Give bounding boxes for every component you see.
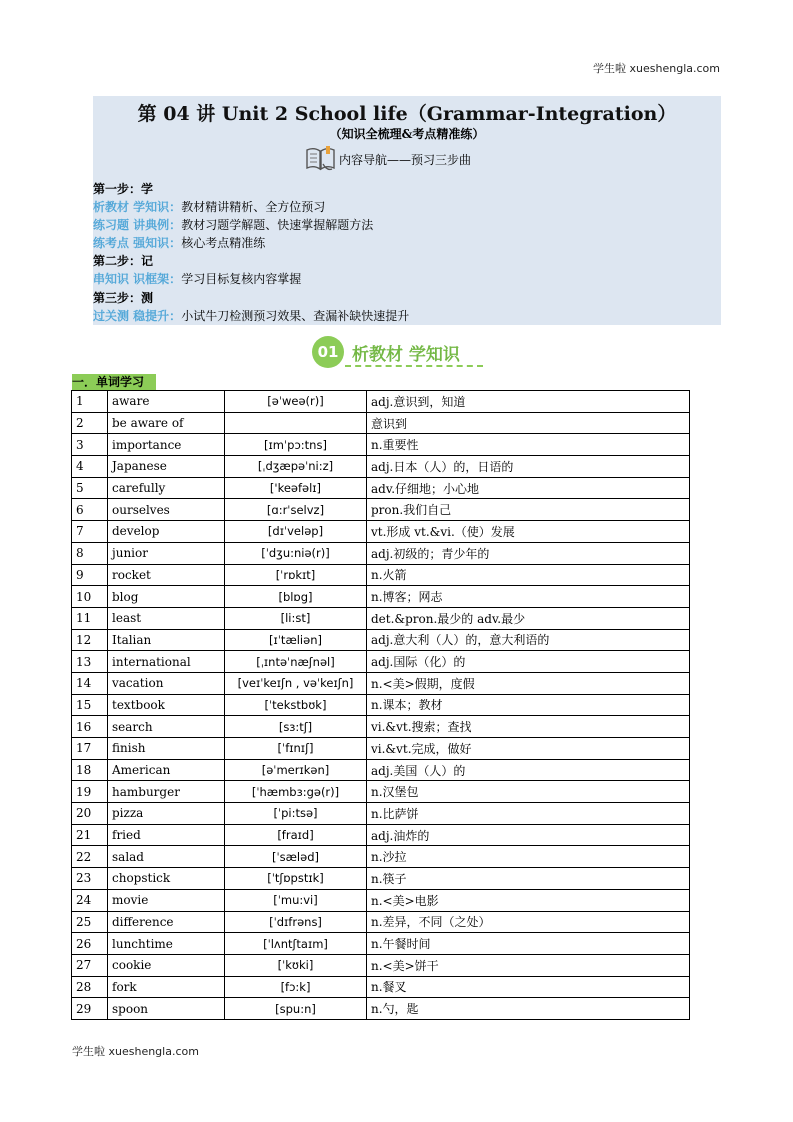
- vocab-phonetic: [fraɪd]: [225, 824, 367, 846]
- vocab-word: difference: [108, 911, 225, 933]
- vocab-meaning: vi.&vt.搜索；查找: [367, 716, 690, 738]
- vocab-word: fried: [108, 824, 225, 846]
- step-item: [93, 234, 409, 252]
- vocab-word: rocket: [108, 564, 225, 586]
- vocab-phonetic: ['keəfəlɪ]: [225, 477, 367, 499]
- vocab-meaning: adj.国际（化）的: [367, 651, 690, 673]
- vocab-number: 17: [72, 738, 108, 760]
- vocab-meaning: vt.形成 vt.&vi.（使）发展: [367, 521, 690, 543]
- table-row: [72, 629, 690, 651]
- vocab-meaning: adv.仔细地；小心地: [367, 477, 690, 499]
- vocab-phonetic: [ˈmu:vi]: [225, 889, 367, 911]
- vocab-phonetic: [ˈfɪnɪʃ]: [225, 738, 367, 760]
- vocab-phonetic: [ˈhæmbɜ:gə(r)]: [225, 781, 367, 803]
- step-item-label: 练习题 讲典例：: [93, 218, 182, 233]
- vocab-word: pizza: [108, 803, 225, 825]
- step-item: [93, 198, 409, 216]
- vocab-phonetic: [ɪmˈpɔ:tns]: [225, 434, 367, 456]
- book-icon: [305, 144, 337, 174]
- vocab-word: Italian: [108, 629, 225, 651]
- vocab-meaning: n.比萨饼: [367, 803, 690, 825]
- vocab-word: vacation: [108, 672, 225, 694]
- page-title: 第 04 讲 Unit 2 School life（Grammar-Integration）: [137, 103, 677, 125]
- vocab-phonetic: [ˈdɪfrəns]: [225, 911, 367, 933]
- table-row: [72, 607, 690, 629]
- vocab-number: 26: [72, 933, 108, 955]
- table-row: [72, 564, 690, 586]
- vocab-phonetic: [spu:n]: [225, 998, 367, 1020]
- step-title: [93, 289, 409, 307]
- vocab-phonetic: [ˈtʃɒpstɪk]: [225, 868, 367, 890]
- table-row: [72, 434, 690, 456]
- table-row: [72, 911, 690, 933]
- vocab-number: 8: [72, 542, 108, 564]
- vocab-meaning: det.&pron.最少的 adv.最少: [367, 607, 690, 629]
- vocab-meaning: n.<美>假期，度假: [367, 672, 690, 694]
- vocab-phonetic: [ˈlʌntʃtaɪm]: [225, 933, 367, 955]
- vocab-phonetic: [əˈweə(r)]: [225, 391, 367, 413]
- vocab-meaning: n.筷子: [367, 868, 690, 890]
- vocab-number: 13: [72, 651, 108, 673]
- vocab-word: textbook: [108, 694, 225, 716]
- vocab-number: 11: [72, 607, 108, 629]
- vocab-meaning: n.勺，匙: [367, 998, 690, 1020]
- vocab-meaning: n.重要性: [367, 434, 690, 456]
- step-item: [93, 307, 409, 325]
- table-row: [72, 651, 690, 673]
- table-row: [72, 998, 690, 1020]
- vocab-meaning: n.餐叉: [367, 976, 690, 998]
- table-row: [72, 738, 690, 760]
- vocab-number: 28: [72, 976, 108, 998]
- table-row: [72, 716, 690, 738]
- vocab-word: aware: [108, 391, 225, 413]
- vocab-meaning: pron.我们自己: [367, 499, 690, 521]
- table-row: [72, 803, 690, 825]
- vocab-phonetic: [ɑ:rˈselvz]: [225, 499, 367, 521]
- vocab-word: spoon: [108, 998, 225, 1020]
- section-number: 01: [312, 336, 344, 368]
- vocab-meaning: adj.美国（人）的: [367, 759, 690, 781]
- vocab-meaning: n.汉堡包: [367, 781, 690, 803]
- step-item-desc: 教材精讲精析、全方位预习: [181, 200, 326, 215]
- table-row: [72, 456, 690, 478]
- vocab-word: lunchtime: [108, 933, 225, 955]
- table-row: [72, 542, 690, 564]
- vocab-word: Japanese: [108, 456, 225, 478]
- watermark-bottom: 学生啦 xueshengla.com: [72, 1045, 199, 1058]
- vocab-phonetic: [ˈtekstbʊk]: [225, 694, 367, 716]
- vocab-meaning: n.差异，不同（之处）: [367, 911, 690, 933]
- vocab-number: 20: [72, 803, 108, 825]
- step-title-text: 第三步：测: [93, 290, 154, 305]
- vocab-phonetic: [li:st]: [225, 607, 367, 629]
- vocab-number: 7: [72, 521, 108, 543]
- vocab-word: carefully: [108, 477, 225, 499]
- table-row: [72, 889, 690, 911]
- vocab-number: 2: [72, 412, 108, 434]
- vocab-meaning: n.沙拉: [367, 846, 690, 868]
- vocab-meaning: 意识到: [367, 412, 690, 434]
- lecture-header: [93, 96, 721, 325]
- vocab-number: 9: [72, 564, 108, 586]
- vocab-meaning: adj.日本（人）的，日语的: [367, 456, 690, 478]
- vocab-word: search: [108, 716, 225, 738]
- vocab-word: chopstick: [108, 868, 225, 890]
- vocab-number: 15: [72, 694, 108, 716]
- vocab-meaning: vi.&vt.完成，做好: [367, 738, 690, 760]
- vocab-word: hamburger: [108, 781, 225, 803]
- vocab-meaning: n.火箭: [367, 564, 690, 586]
- vocab-number: 27: [72, 954, 108, 976]
- vocab-phonetic: [sɜ:tʃ]: [225, 716, 367, 738]
- step-item: [93, 216, 409, 234]
- table-row: [72, 846, 690, 868]
- vocab-phonetic: [fɔ:k]: [225, 976, 367, 998]
- vocab-phonetic: [ɪˈtæliən]: [225, 629, 367, 651]
- vocab-number: 5: [72, 477, 108, 499]
- vocab-number: 24: [72, 889, 108, 911]
- vocab-meaning: adj.初级的；青少年的: [367, 542, 690, 564]
- step-item-label: 过关测 稳提升：: [93, 308, 182, 323]
- nav-text: 内容导航——预习三步曲: [339, 152, 472, 167]
- vocab-number: 21: [72, 824, 108, 846]
- table-row: [72, 412, 690, 434]
- vocab-phonetic: [blɒg]: [225, 586, 367, 608]
- vocab-number: 25: [72, 911, 108, 933]
- vocab-meaning: adj.油炸的: [367, 824, 690, 846]
- vocab-word: importance: [108, 434, 225, 456]
- vocab-word: least: [108, 607, 225, 629]
- vocab-phonetic: [əˈmerɪkən]: [225, 759, 367, 781]
- vocab-phonetic: [ˈsæləd]: [225, 846, 367, 868]
- vocab-number: 4: [72, 456, 108, 478]
- vocab-meaning: n.博客；网志: [367, 586, 690, 608]
- vocab-meaning: n.<美>饼干: [367, 954, 690, 976]
- vocab-word: salad: [108, 846, 225, 868]
- vocab-number: 1: [72, 391, 108, 413]
- vocab-meaning: n.午餐时间: [367, 933, 690, 955]
- vocab-phonetic: [dɪˈveləp]: [225, 521, 367, 543]
- table-row: [72, 868, 690, 890]
- vocab-word: ourselves: [108, 499, 225, 521]
- table-row: [72, 824, 690, 846]
- step-item-desc: 核心考点精准练: [181, 236, 266, 251]
- step-item-label: 串知识 识框架：: [93, 272, 182, 287]
- section-underline: [345, 365, 483, 367]
- table-row: [72, 781, 690, 803]
- table-row: [72, 933, 690, 955]
- vocab-word: cookie: [108, 954, 225, 976]
- table-row: [72, 672, 690, 694]
- section-title: 析教材 学知识: [352, 345, 460, 365]
- table-row: [72, 586, 690, 608]
- vocab-phonetic: [225, 412, 367, 434]
- table-row: [72, 976, 690, 998]
- vocab-table: [71, 390, 690, 1020]
- step-item-label: 练考点 强知识：: [93, 236, 182, 251]
- vocab-number: 23: [72, 868, 108, 890]
- vocab-word: junior: [108, 542, 225, 564]
- table-row: [72, 391, 690, 413]
- step-title: [93, 180, 409, 198]
- section-badge: [312, 336, 482, 368]
- step-item-desc: 学习目标复核内容掌握: [181, 272, 302, 287]
- step-item-desc: 小试牛刀检测预习效果、查漏补缺快速提升: [181, 308, 410, 323]
- vocab-phonetic: [ˌɪntəˈnæʃnəl]: [225, 651, 367, 673]
- vocab-word: fork: [108, 976, 225, 998]
- vocab-number: 12: [72, 629, 108, 651]
- vocab-phonetic: [ˈrɒkɪt]: [225, 564, 367, 586]
- vocab-word: develop: [108, 521, 225, 543]
- vocab-phonetic: [ˌdʒæpəˈni:z]: [225, 456, 367, 478]
- step-item-label: 析教材 学知识：: [93, 200, 182, 215]
- vocab-word: American: [108, 759, 225, 781]
- vocab-number: 18: [72, 759, 108, 781]
- vocab-meaning: adj.意识到，知道: [367, 391, 690, 413]
- step-title-text: 第一步：学: [93, 182, 154, 196]
- table-row: [72, 499, 690, 521]
- vocab-word: be aware of: [108, 412, 225, 434]
- vocab-number: 10: [72, 586, 108, 608]
- watermark-top: 学生啦 xueshengla.com: [593, 62, 720, 75]
- vocab-meaning: n.<美>电影: [367, 889, 690, 911]
- table-row: [72, 694, 690, 716]
- content-nav: [305, 142, 471, 176]
- vocab-number: 29: [72, 998, 108, 1020]
- step-item-desc: 教材习题学解题、快速掌握解题方法: [181, 218, 374, 233]
- vocab-heading: 一．单词学习: [72, 374, 156, 390]
- vocab-meaning: adj.意大利（人）的，意大利语的: [367, 629, 690, 651]
- vocab-word: finish: [108, 738, 225, 760]
- vocab-phonetic: [veɪˈkeɪʃn , vəˈkeɪʃn]: [225, 672, 367, 694]
- vocab-number: 3: [72, 434, 108, 456]
- step-title: [93, 252, 409, 270]
- table-row: [72, 954, 690, 976]
- vocab-phonetic: [ˈpi:tsə]: [225, 803, 367, 825]
- page-subtitle: （知识全梳理&考点精准练）: [329, 127, 485, 141]
- step-item: [93, 270, 409, 288]
- vocab-number: 6: [72, 499, 108, 521]
- vocab-number: 16: [72, 716, 108, 738]
- vocab-number: 14: [72, 672, 108, 694]
- vocab-number: 22: [72, 846, 108, 868]
- vocab-word: movie: [108, 889, 225, 911]
- vocab-word: blog: [108, 586, 225, 608]
- vocab-word: international: [108, 651, 225, 673]
- vocab-meaning: n.课本；教材: [367, 694, 690, 716]
- vocab-phonetic: [ˈkʊki]: [225, 954, 367, 976]
- vocab-phonetic: [ˈdʒu:niə(r)]: [225, 542, 367, 564]
- study-steps: [93, 180, 409, 325]
- vocab-number: 19: [72, 781, 108, 803]
- table-row: [72, 521, 690, 543]
- table-row: [72, 477, 690, 499]
- step-title-text: 第二步：记: [93, 254, 154, 269]
- table-row: [72, 759, 690, 781]
